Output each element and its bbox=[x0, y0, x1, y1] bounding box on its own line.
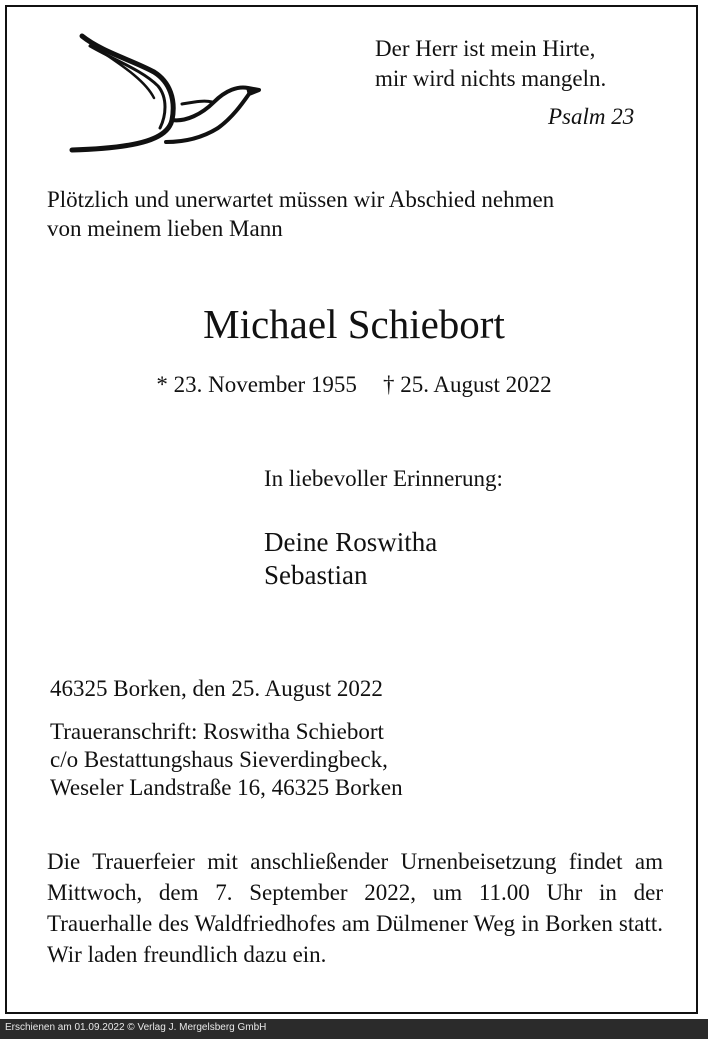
signers bbox=[264, 526, 437, 592]
publication-credit: Erschienen am 01.09.2022 © Verlag J. Mergelsberg GmbH bbox=[5, 1022, 267, 1033]
signer: Deine Roswitha bbox=[264, 527, 438, 557]
intro-line: Plötzlich und unerwartet müssen wir Abschied nehmen bbox=[47, 187, 555, 212]
place-date: 46325 Borken, den 25. August 2022 bbox=[50, 676, 383, 701]
deceased-name: Michael Schiebort bbox=[203, 301, 505, 347]
psalm-reference: Psalm 23 bbox=[548, 104, 635, 129]
intro-text bbox=[47, 185, 554, 243]
birth-date: * 23. November 1955 bbox=[156, 372, 357, 397]
address-line: Weseler Landstraße 16, 46325 Borken bbox=[50, 775, 403, 800]
psalm-quote bbox=[375, 34, 606, 94]
psalm-line: mir wird nichts mangeln. bbox=[375, 66, 607, 91]
psalm-line: Der Herr ist mein Hirte, bbox=[375, 36, 596, 61]
death-date: † 25. August 2022 bbox=[382, 372, 552, 397]
address-line: c/o Bestattungshaus Sieverdingbeck, bbox=[50, 747, 388, 772]
mourning-address bbox=[50, 718, 403, 802]
memory-line: In liebevoller Erinnerung: bbox=[264, 466, 503, 491]
ceremony-notice: Die Trauerfeier mit anschließender Urnenbeisetzung findet am Mittwoch, dem 7. September 2022, um 11.00 Uhr in der Trauerhalle des Waldfriedhofes am Dülmener Weg in Borken statt. Wir laden freundlich dazu ein. bbox=[47, 849, 663, 967]
address-line: Traueranschrift: Roswitha Schiebort bbox=[50, 719, 384, 744]
signer: Sebastian bbox=[264, 560, 368, 590]
intro-line: von meinem lieben Mann bbox=[47, 216, 283, 241]
life-dates bbox=[0, 372, 708, 398]
dove-icon bbox=[62, 30, 267, 155]
